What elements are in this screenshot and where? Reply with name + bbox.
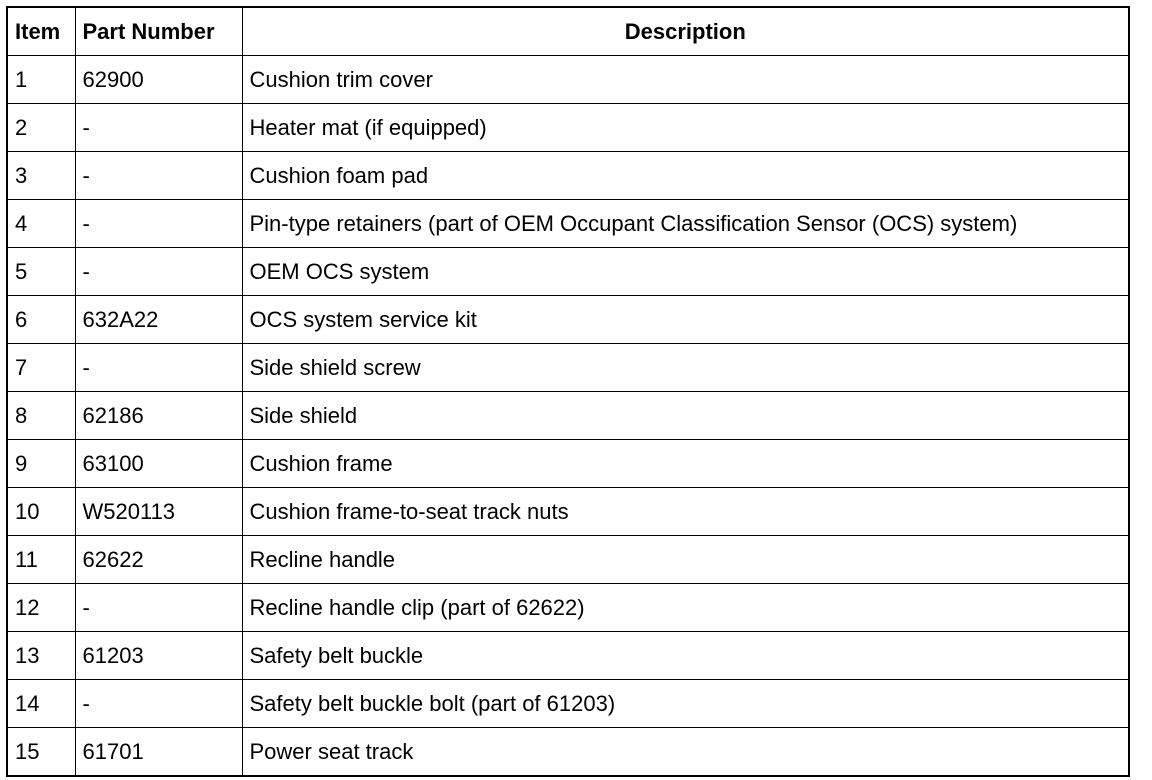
cell-item: 1: [7, 56, 75, 104]
parts-table: [6, 6, 1130, 777]
cell-part-number: 62186: [75, 392, 242, 440]
table-row: [7, 152, 1129, 200]
table-body: [7, 56, 1129, 777]
cell-part-number: 62622: [75, 536, 242, 584]
cell-part-number: 63100: [75, 440, 242, 488]
table-row: [7, 680, 1129, 728]
cell-description: Safety belt buckle: [242, 632, 1129, 680]
cell-description: OEM OCS system: [242, 248, 1129, 296]
table-row: [7, 584, 1129, 632]
cell-description: Pin-type retainers (part of OEM Occupant Classification Sensor (OCS) system): [242, 200, 1129, 248]
header-item: Item: [7, 7, 75, 56]
cell-description: Side shield screw: [242, 344, 1129, 392]
cell-item: 12: [7, 584, 75, 632]
cell-part-number: 62900: [75, 56, 242, 104]
cell-description: Cushion trim cover: [242, 56, 1129, 104]
table-row: [7, 296, 1129, 344]
cell-description: Cushion frame: [242, 440, 1129, 488]
cell-description: Recline handle clip (part of 62622): [242, 584, 1129, 632]
table-row: [7, 56, 1129, 104]
cell-item: 2: [7, 104, 75, 152]
cell-description: Power seat track: [242, 728, 1129, 777]
table-row: [7, 200, 1129, 248]
cell-part-number: 632A22: [75, 296, 242, 344]
cell-description: Heater mat (if equipped): [242, 104, 1129, 152]
cell-item: 3: [7, 152, 75, 200]
table-row: [7, 728, 1129, 777]
cell-part-number: -: [75, 104, 242, 152]
cell-item: 14: [7, 680, 75, 728]
cell-description: Cushion frame-to-seat track nuts: [242, 488, 1129, 536]
cell-part-number: -: [75, 584, 242, 632]
cell-item: 10: [7, 488, 75, 536]
cell-item: 9: [7, 440, 75, 488]
cell-description: OCS system service kit: [242, 296, 1129, 344]
cell-item: 4: [7, 200, 75, 248]
cell-item: 13: [7, 632, 75, 680]
cell-item: 15: [7, 728, 75, 777]
header-description: Description: [242, 7, 1129, 56]
table-row: [7, 248, 1129, 296]
cell-part-number: 61203: [75, 632, 242, 680]
cell-description: Safety belt buckle bolt (part of 61203): [242, 680, 1129, 728]
header-part-number: Part Number: [75, 7, 242, 56]
header-row: [7, 7, 1129, 56]
table-row: [7, 392, 1129, 440]
cell-part-number: -: [75, 680, 242, 728]
table-header: [7, 7, 1129, 56]
cell-item: 5: [7, 248, 75, 296]
cell-part-number: -: [75, 248, 242, 296]
cell-part-number: 61701: [75, 728, 242, 777]
table-row: [7, 488, 1129, 536]
cell-item: 11: [7, 536, 75, 584]
cell-item: 7: [7, 344, 75, 392]
cell-item: 6: [7, 296, 75, 344]
table-row: [7, 632, 1129, 680]
cell-description: Recline handle: [242, 536, 1129, 584]
cell-item: 8: [7, 392, 75, 440]
table-row: [7, 104, 1129, 152]
cell-part-number: -: [75, 200, 242, 248]
table-row: [7, 536, 1129, 584]
cell-part-number: -: [75, 344, 242, 392]
cell-part-number: W520113: [75, 488, 242, 536]
cell-description: Side shield: [242, 392, 1129, 440]
cell-part-number: -: [75, 152, 242, 200]
cell-description: Cushion foam pad: [242, 152, 1129, 200]
table-row: [7, 440, 1129, 488]
table-row: [7, 344, 1129, 392]
